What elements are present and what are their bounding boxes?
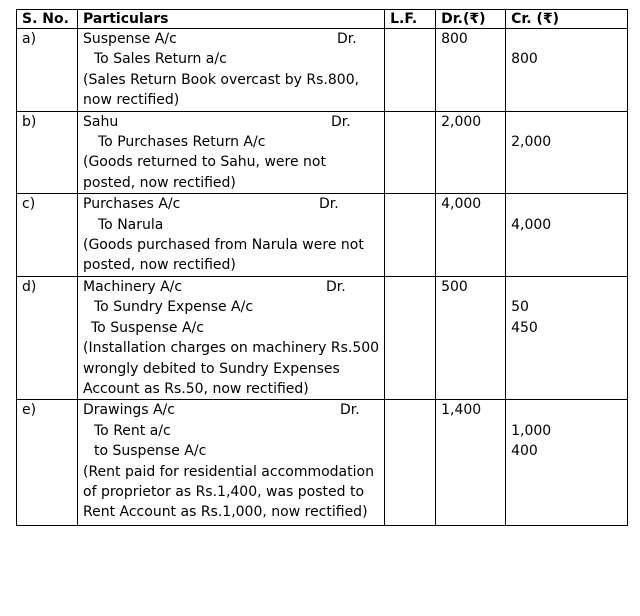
dr-amount: 4,000 bbox=[441, 196, 482, 213]
particulars-cell bbox=[78, 111, 385, 194]
spacer bbox=[511, 194, 622, 214]
narration-line: of proprietor as Rs.1,400, was posted to bbox=[83, 483, 365, 500]
narration-line: (Goods purchased from Narula were not bbox=[83, 237, 364, 254]
lf-cell bbox=[385, 111, 436, 194]
dr-amount-cell bbox=[436, 276, 506, 399]
debit-account: Sahu bbox=[83, 113, 119, 130]
credit-line: To Sundry Expense A/c bbox=[94, 299, 254, 316]
header-sno: S. No. bbox=[17, 10, 78, 29]
cr-amount: 50 bbox=[511, 299, 529, 316]
particulars-cell bbox=[78, 276, 385, 399]
entry-row-e bbox=[17, 400, 628, 525]
dr-label: Dr. bbox=[340, 402, 360, 419]
lf-cell bbox=[385, 194, 436, 277]
narration-line: posted, now rectified) bbox=[83, 257, 236, 274]
particulars-cell bbox=[78, 29, 385, 112]
dr-amount-cell bbox=[436, 29, 506, 112]
narration-line: wrongly debited to Sundry Expenses bbox=[83, 360, 340, 377]
dr-label: Dr. bbox=[331, 113, 351, 130]
credit-line: To Purchases Return A/c bbox=[98, 134, 266, 151]
header-lf: L.F. bbox=[385, 10, 436, 29]
credit-line: To Sales Return a/c bbox=[94, 51, 227, 68]
spacer bbox=[511, 29, 622, 49]
cr-amount-cell bbox=[506, 400, 628, 525]
header-cr: Cr. (₹) bbox=[506, 10, 628, 29]
debit-line bbox=[83, 194, 379, 214]
cr-amount-cell bbox=[506, 111, 628, 194]
cr-amount-cell bbox=[506, 29, 628, 112]
debit-line bbox=[83, 29, 379, 49]
sno-cell: c) bbox=[17, 194, 78, 277]
credit-line: to Suspense A/c bbox=[94, 443, 207, 460]
debit-account: Drawings A/c bbox=[83, 402, 175, 419]
cr-amount: 400 bbox=[511, 443, 538, 460]
dr-label: Dr. bbox=[337, 31, 357, 47]
spacer bbox=[511, 400, 622, 420]
header-particulars: Particulars bbox=[78, 10, 385, 29]
debit-account: Suspense A/c bbox=[83, 31, 177, 47]
credit-line: To Suspense A/c bbox=[91, 319, 204, 336]
entry-row-a bbox=[17, 29, 628, 112]
lf-cell bbox=[385, 276, 436, 399]
cr-amount-cell bbox=[506, 276, 628, 399]
spacer bbox=[511, 277, 622, 297]
header-dr: Dr.(₹) bbox=[436, 10, 506, 29]
dr-label: Dr. bbox=[326, 278, 346, 295]
credit-line: To Rent a/c bbox=[94, 422, 171, 439]
sno-cell: e) bbox=[17, 400, 78, 525]
sno-cell: b) bbox=[17, 111, 78, 194]
cr-amount: 4,000 bbox=[511, 216, 552, 233]
credit-line: To Narula bbox=[98, 216, 164, 233]
cr-amount: 800 bbox=[511, 51, 538, 68]
lf-cell bbox=[385, 400, 436, 525]
debit-account: Machinery A/c bbox=[83, 278, 183, 295]
cr-amount: 450 bbox=[511, 319, 538, 336]
narration-line: Account as Rs.50, now rectified) bbox=[83, 380, 309, 397]
debit-line bbox=[83, 112, 379, 132]
dr-amount: 500 bbox=[441, 278, 468, 295]
dr-amount-cell bbox=[436, 400, 506, 525]
sno-cell: d) bbox=[17, 276, 78, 399]
particulars-cell bbox=[78, 194, 385, 277]
debit-account: Purchases A/c bbox=[83, 196, 181, 213]
narration-line: Rent Account as Rs.1,000, now rectified) bbox=[83, 504, 368, 521]
entry-row-d bbox=[17, 276, 628, 399]
dr-amount-cell bbox=[436, 111, 506, 194]
debit-line bbox=[83, 400, 379, 420]
narration-line: (Rent paid for residential accommodation bbox=[83, 463, 374, 480]
entry-row-b bbox=[17, 111, 628, 194]
dr-label: Dr. bbox=[319, 196, 339, 213]
narration-line: posted, now rectified) bbox=[83, 174, 236, 191]
narration-line: (Goods returned to Sahu, were not bbox=[83, 154, 326, 171]
dr-amount: 800 bbox=[441, 31, 468, 47]
debit-line bbox=[83, 277, 379, 297]
entry-row-c bbox=[17, 194, 628, 277]
cr-amount-cell bbox=[506, 194, 628, 277]
sno-cell: a) bbox=[17, 29, 78, 112]
spacer bbox=[511, 112, 622, 132]
narration-line: now rectified) bbox=[83, 92, 180, 109]
particulars-cell bbox=[78, 400, 385, 525]
cr-amount: 2,000 bbox=[511, 134, 552, 151]
header-row bbox=[17, 10, 628, 29]
cr-amount: 1,000 bbox=[511, 422, 552, 439]
dr-amount: 1,400 bbox=[441, 402, 482, 419]
journal-table bbox=[16, 9, 628, 526]
narration-line: (Sales Return Book overcast by Rs.800, bbox=[83, 71, 360, 88]
dr-amount-cell bbox=[436, 194, 506, 277]
lf-cell bbox=[385, 29, 436, 112]
narration-line: (Installation charges on machinery Rs.500 bbox=[83, 340, 380, 357]
dr-amount: 2,000 bbox=[441, 113, 482, 130]
